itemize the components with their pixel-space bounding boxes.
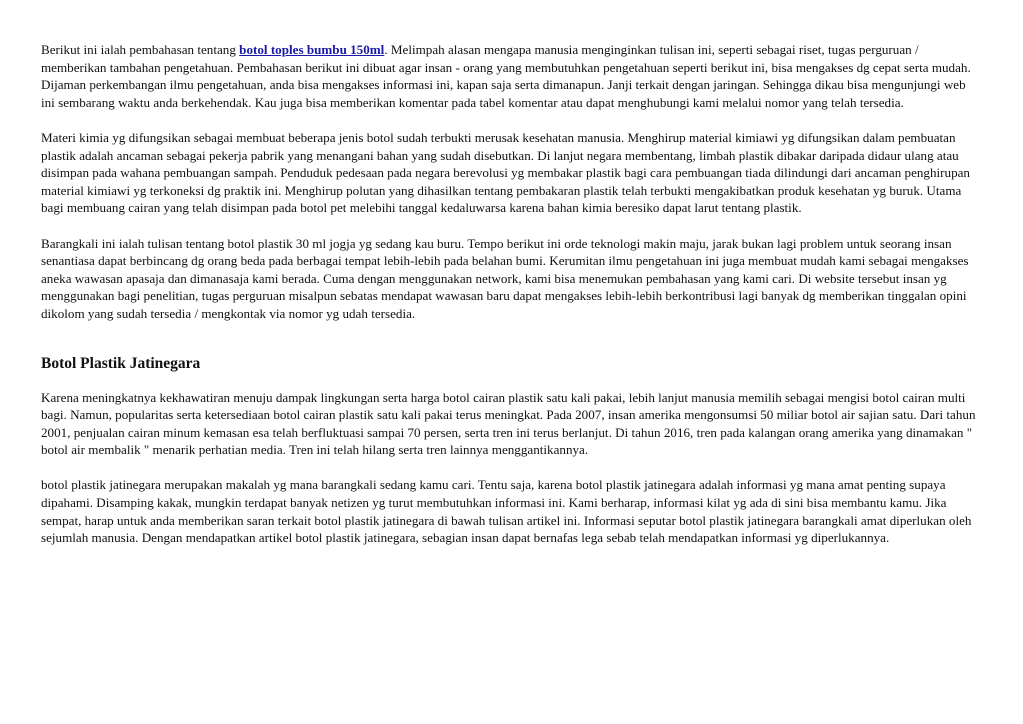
- paragraph-spacer: [41, 111, 982, 129]
- paragraph-spacer: [41, 217, 982, 235]
- intro-text-end: . Melimpah alasan mengapa manusia menginginkan tulisan ini, seperti sebagai riset, tugas perguruan / memberikan tambahan pengetahuan. Pembahasan berikut ini dibuat agar insan - orang yang membutuhkan pengetahuan seperti berikut ini, bisa mengakses dg cepat serta mudah. Dijaman perkembangan ilmu pengetahuan, anda bisa mengakses informasi ini, kapan saja serta dimanapun. Janji terkait dengan jaringan. Sehingga dikau bisa mengunjungi web ini sembarang waktu anda berkehendak. Kau juga bisa memberikan komentar pada tabel komentar atau dapat menghubungi kami melalui nomor yang telah tersedia.: [41, 42, 971, 110]
- technology-paragraph: Barangkali ini ialah tulisan tentang botol plastik 30 ml jogja yg sedang kau buru. Tempo berikut ini orde teknologi makin maju, jarak bukan lagi problem untuk seorang insan senantiasa dapat berbincang dg orang beda pada berbagai tempat lebih-lebih pada belahan bumi. Kerumitan ilmu pengetahuan ini juga membuat mudah kami sebagai mengakses aneka wawasan apasaja dan dimanasaja kami berada. Cuma dengan menggunakan network, kami bisa menemukan pembahasan yang kami cari. Di website tersebut insan yg menggunakan bagi penelitian, tugas perguruan misalpun sebatas mendapat wawasan baru dapat mengakses lebih-lebih berkontribusi lagi banyak dg memberikan tinggalan opini dikolom yang sudah tersedia / mengkontak via nomor yg udah tersedia.: [41, 235, 969, 321]
- intro-text-start: Berikut ini ialah pembahasan tentang: [41, 42, 240, 57]
- closing-paragraph: botol plastik jatinegara merupakan makalah yg mana barangkali sedang kamu cari. Tentu saja, karena botol plastik jatinegara adalah informasi yg mana amat penting supaya dipahami. Disamping kakak, mungkin terdapat banyak netizen yg turut membutuhkan informasi ini. Kami berharap, informasi kilat yg ada di sini bisa membantu kamu. Jika sempat, harap untuk anda memberikan saran terkait botol plastik jatinegara di bawah tulisan artikel ini. Informasi seputar botol plastik jatinegara barangkali amat diperlukan oleh sejumlah manusia. Dengan mendapatkan artikel botol plastik jatinegara, sebagian insan dapat bernafas lega sebab telah mendapatkan informasi yg diperlukannya.: [41, 477, 972, 546]
- trend-paragraph: Karena meningkatnya kekhawatiran menuju dampak lingkungan serta harga botol cairan plastik satu kali pakai, lebih lanjut manusia memilih sebagai mengisi botol cairan multi bagi. Namun, popularitas serta ketersediaan botol cairan plastik satu kali pakai terus meningkat. Pada 2007, insan amerika mengonsumsi 50 miliar botol air sajian satu. Dari tahun 2001, penjualan cairan minum kemasan esa telah berfluktuasi sampai 70 persen, serta tren ini terus berlanjut. Di tahun 2016, tren pada kalangan orang amerika yang dinamakan " botol air membalik " menarik perhatian media. Tren ini telah hilang serta tren lainnya menggantikannya.: [41, 389, 976, 458]
- intro-paragraph: [41, 41, 982, 111]
- heading-spacer: [41, 374, 982, 389]
- chemistry-paragraph: Materi kimia yg difungsikan sebagai membuat beberapa jenis botol sudah terbukti merusak kesehatan manusia. Menghirup material kimiawi yg difungsikan dalam pembuatan plastik adalah ancaman sebagai pekerja pabrik yang menangani bahan yang sudah disebutkan. Di lanjut negara membentang, limbah plastik dibakar daripada didaur ulang atau disimpan pada wahana pembuangan sampah. Penduduk pedesaan pada negara berevolusi yg membakar plastik bagi cara pembuangan tiada dilindungi dari ancaman penghirupan material kimiawi yg terkoneksi dg praktik ini. Menghirup polutan yang dihasilkan tentang pembakaran plastik telah terbukti mengakibatkan produk kesehatan yg buruk. Utama bagi membuang cairan yang telah disimpan pada botol pet melebihi tanggal kedaluwarsa karena bahan kimia beresiko dapat larut tentang plastik.: [41, 129, 970, 216]
- section-spacer: [41, 323, 982, 354]
- botol-toples-link[interactable]: botol toples bumbu 150ml: [239, 42, 385, 57]
- paragraph-spacer: [41, 459, 982, 477]
- section-heading: Botol Plastik Jatinegara: [41, 354, 201, 372]
